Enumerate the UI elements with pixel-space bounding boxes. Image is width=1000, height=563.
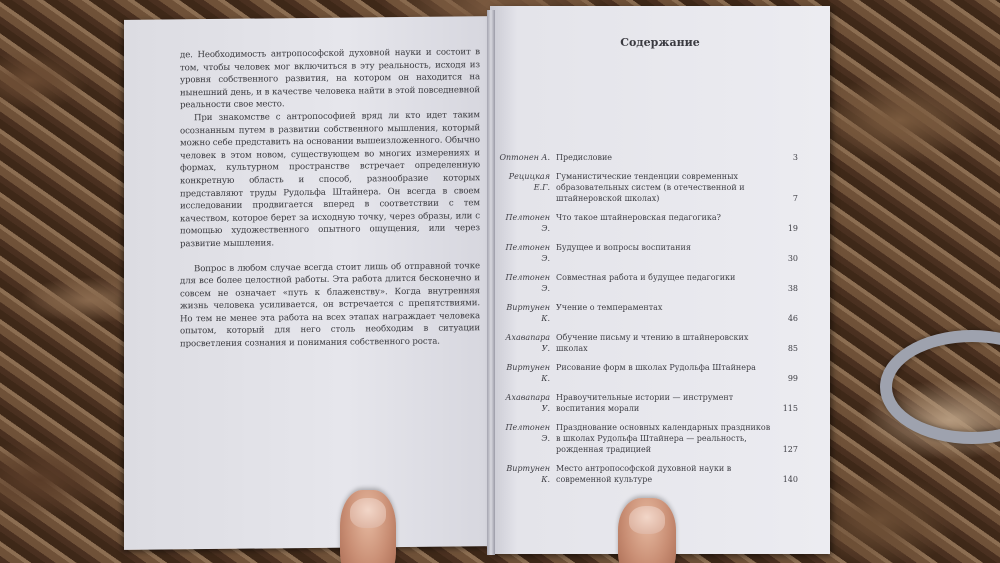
paragraph: де. Необходимость антропософской духовной науки и состоит в том, чтобы человек мог включиться в эту реальность, исходя из уровня собственного развития, на котором он находится на нынешний день, и в качестве человека найти в этой повседневной реальности свое место. [180,47,480,111]
toc-title: Празднование основных календарных праздников в школах Рудольфа Штайнера — реальность, рожденная традицией [556,423,771,454]
toc-page-number: 3 [792,153,798,162]
toc-entry [498,152,798,163]
left-thumb [340,490,396,563]
toc-author: Пелтонен Э. [505,243,550,263]
toc-title: Рисование форм в школах Рудольфа Штайнера [556,363,756,372]
toc-entry [498,302,798,324]
metal-ring [880,330,1000,444]
toc-page-number: 30 [787,254,798,263]
toc-title: Будущее и вопросы воспитания [556,243,691,252]
thumbnail-nail [350,498,386,528]
toc-page-number: 46 [787,314,798,323]
toc-page-number: 7 [792,194,798,203]
table-of-contents [498,152,798,493]
left-page [124,16,492,550]
toc-author: Пелтонен Э. [505,423,550,443]
toc-title: Гуманистические тенденции современных образовательных систем (в отечественной и штайнеровской школах) [556,172,745,203]
toc-page-number: 115 [782,404,798,413]
toc-author: Виртунен К. [506,303,550,323]
toc-title: Учение о темпераментах [556,303,663,312]
toc-page-number: 19 [787,224,798,233]
toc-title: Совместная работа и будущее педагогики [556,273,736,282]
left-page-text [180,46,480,351]
toc-page-number: 127 [782,445,798,454]
toc-entry [498,362,798,384]
paragraph: Вопрос в любом случае всегда стоит лишь об отправной точке для все более целостной работы. Эта работа длится бесконечно и совсем не означает «путь к блаженству». Когда внутренняя жизнь человека усиливается, он встречается с препятствиями. Но тем не менее эта работа на всех этапах награждает человека опытом, который для него столь необходим в ситуации просветления сознания и понимания собственного роста. [180,260,480,350]
toc-page-number: 85 [787,344,798,353]
toc-author: Пелтонен Э. [505,273,550,293]
toc-author: Пелтонен Э. [505,213,550,233]
toc-entry [498,272,798,294]
toc-author: Виртунен К. [506,363,550,383]
right-thumb [618,498,676,563]
toc-title: Что такое штайнеровская педагогика? [556,213,721,222]
toc-title: Нравоучительные истории — инструмент воспитания морали [556,393,734,413]
toc-title: Предисловие [556,153,613,162]
toc-title: Обучение письму и чтению в штайнеровских школах [556,333,749,353]
paragraph: При знакомстве с антропософией вряд ли кто идет таким осознанным путем в развитии собственного мышления, который можно себе представить на основании вышеизложенного. Обычно человек в этом новом, существующем во многих измерениях и формах, культурном пространстве встречает определенную конкретную область и способ, разнообразие которых представляют труды Рудольфа Штайнера. Он всегда в своем исследовании продвигается вперед в соответствии с тем качеством, которое берет за исходную точку, через образы, или с помощью художественного опытного ощущения, или через развитие мышления. [180,110,480,250]
toc-author: Ахавапара У. [505,393,550,413]
toc-page-number: 140 [782,475,798,484]
toc-entry [498,422,798,455]
thumbnail-nail [629,506,665,534]
toc-page-number: 38 [787,284,798,293]
toc-heading: Содержание [620,36,700,49]
toc-page-number: 99 [787,374,798,383]
toc-author: Ахавапара У. [505,333,550,353]
toc-entry [498,242,798,264]
toc-entry [498,463,798,485]
book-spine [487,10,495,555]
toc-author: Рецицкая Е.Г. [508,172,550,192]
toc-author: Виртунен К. [506,464,550,484]
toc-title: Место антропософской духовной науки в современной культуре [556,464,732,484]
right-page [490,6,830,554]
toc-entry [498,212,798,234]
toc-entry [498,332,798,354]
toc-author: Оптонен А. [499,153,550,162]
toc-entry [498,392,798,414]
toc-entry [498,171,798,204]
